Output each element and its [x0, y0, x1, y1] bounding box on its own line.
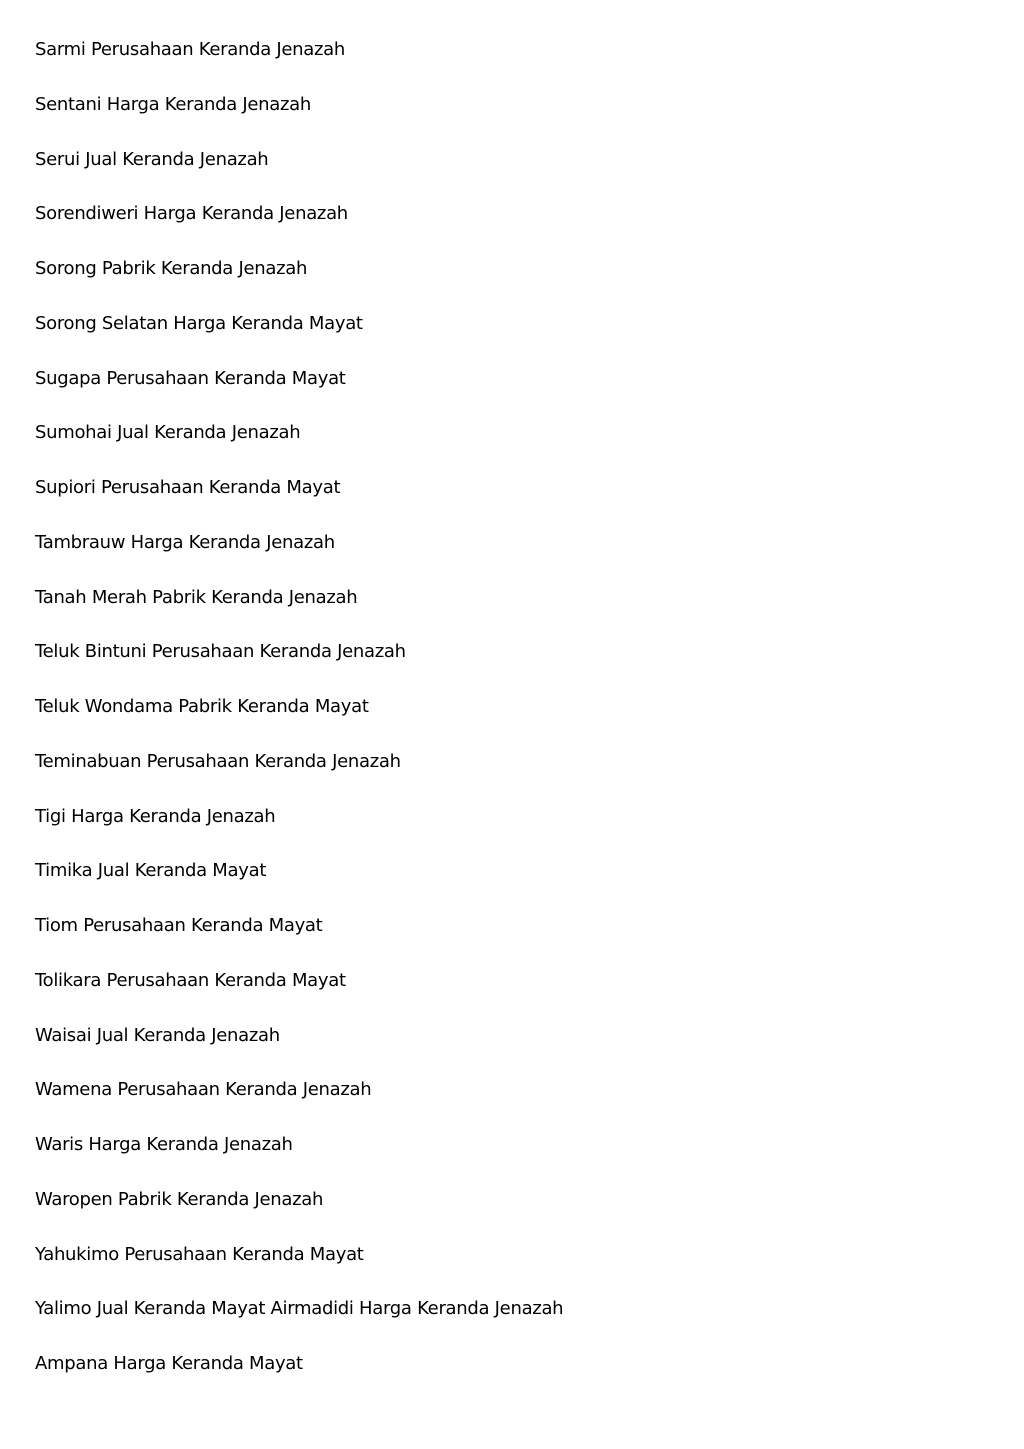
text-line: Sorendiweri Harga Keranda Jenazah: [35, 203, 348, 225]
text-line: Sorong Selatan Harga Keranda Mayat: [35, 312, 363, 334]
text-line: Teminabuan Perusahaan Keranda Jenazah: [35, 750, 401, 772]
text-line: Timika Jual Keranda Mayat: [35, 860, 267, 882]
text-line: Tanah Merah Pabrik Keranda Jenazah: [35, 586, 358, 608]
text-line: Sugapa Perusahaan Keranda Mayat: [35, 367, 346, 389]
text-line: Teluk Bintuni Perusahaan Keranda Jenazah: [35, 641, 406, 663]
text-line: Sorong Pabrik Keranda Jenazah: [35, 258, 308, 279]
text-line: Supiori Perusahaan Keranda Mayat: [35, 477, 341, 498]
text-line: Waisai Jual Keranda Jenazah: [35, 1024, 280, 1046]
text-line: Tiom Perusahaan Keranda Mayat: [35, 915, 323, 936]
text-line: Yalimo Jual Keranda Mayat Airmadidi Harga Keranda Jenazah: [35, 1298, 564, 1320]
text-line: Tambrauw Harga Keranda Jenazah: [35, 531, 335, 553]
text-line: Waropen Pabrik Keranda Jenazah: [35, 1188, 324, 1210]
text-line: Sentani Harga Keranda Jenazah: [35, 93, 311, 115]
text-line: Teluk Wondama Pabrik Keranda Mayat: [35, 696, 369, 717]
text-line: Tolikara Perusahaan Keranda Mayat: [35, 969, 346, 991]
text-line: Yahukimo Perusahaan Keranda Mayat: [35, 1243, 364, 1265]
text-line: Wamena Perusahaan Keranda Jenazah: [35, 1079, 372, 1101]
text-line: Ampana Harga Keranda Mayat: [35, 1353, 303, 1374]
text-line: Waris Harga Keranda Jenazah: [35, 1134, 293, 1155]
text-line: Sumohai Jual Keranda Jenazah: [35, 422, 301, 444]
text-line: Serui Jual Keranda Jenazah: [35, 148, 269, 170]
text-line: Tigi Harga Keranda Jenazah: [35, 805, 276, 827]
text-line: Sarmi Perusahaan Keranda Jenazah: [35, 39, 346, 60]
document-text-list: [35, 37, 563, 1406]
